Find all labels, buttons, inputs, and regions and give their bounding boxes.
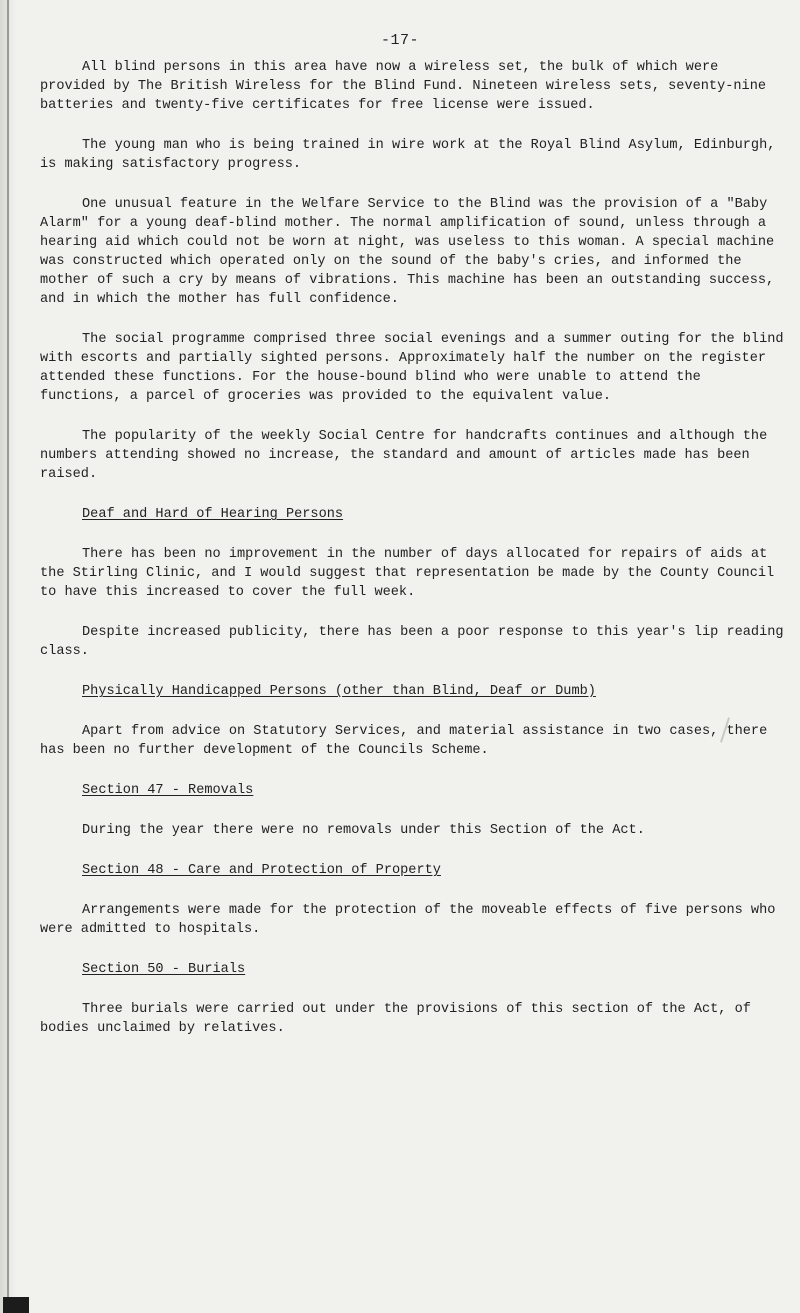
- paragraph-handicapped: [40, 722, 790, 760]
- paragraph-text: The social programme comprised three social evenings and a summer outing for the blind with escorts and partially sighted persons. Approximately half the number on the register attended these functions. For the house-bound blind who were unable to attend the functions, a parcel of groceries was provided to the equivalent value.: [40, 332, 784, 404]
- paragraph-baby-alarm: [40, 195, 790, 309]
- paragraph-lip-reading: [40, 623, 790, 661]
- section-heading-handicapped: Physically Handicapped Persons (other than Blind, Deaf or Dumb): [82, 684, 596, 699]
- paragraph-text: One unusual feature in the Welfare Service to the Blind was the provision of a "Baby Alarm" for a young deaf-blind mother. The normal amplification of sound, unless through a hearing aid which could not be worn at night, was useless to this woman. A special machine was constructed which operated only on the sound of the baby's cries, and informed the mother of such a cry by means of vibrations. This machine has been an outstanding success, and in which the mother has full confidence.: [40, 197, 775, 307]
- paragraph-text: The popularity of the weekly Social Centre for handcrafts continues and although the numbers attending showed no increase, the standard and amount of articles made has been raised.: [40, 429, 768, 482]
- paragraph-text: There has been no improvement in the number of days allocated for repairs of aids at the Stirling Clinic, and I would suggest that representation be made by the County Council to have this increased to cover the full week.: [40, 547, 775, 600]
- paragraph-text: All blind persons in this area have now a wireless set, the bulk of which were provided by The British Wireless for the Blind Fund. Nineteen wireless sets, seventy-nine batteries and twenty-five certificates for free license were issued.: [40, 60, 767, 113]
- paragraph-deaf-repairs: [40, 545, 790, 602]
- paragraph-text: During the year there were no removals under this Section of the Act.: [82, 823, 645, 838]
- paragraph-text: Apart from advice on Statutory Services, and material assistance in two cases, there has been no further development of the Councils Scheme.: [40, 724, 768, 758]
- section-heading-47: Section 47 - Removals: [82, 783, 254, 798]
- paragraph-text: Three burials were carried out under the provisions of this section of the Act, of bodies unclaimed by relatives.: [40, 1002, 751, 1036]
- paragraph-text: Despite increased publicity, there has been a poor response to this year's lip reading class.: [40, 625, 784, 659]
- paragraph-training: [40, 136, 790, 174]
- paragraph-section-47: [40, 821, 790, 840]
- binding-corner-mark: [3, 1297, 29, 1313]
- section-heading-deaf: Deaf and Hard of Hearing Persons: [82, 507, 344, 522]
- binding-line: [7, 0, 9, 1313]
- section-heading-48: Section 48 - Care and Protection of Property: [82, 863, 441, 878]
- paragraph-social-programme: [40, 330, 790, 406]
- paragraph-section-50: [40, 1000, 790, 1038]
- document-body: [40, 58, 790, 1059]
- paragraph-social-centre: [40, 427, 790, 484]
- paragraph-text: Arrangements were made for the protection of the moveable effects of five persons who were admitted to hospitals.: [40, 903, 776, 937]
- paragraph-wireless: [40, 58, 790, 115]
- page-number: -17-: [380, 32, 419, 49]
- paragraph-section-48: [40, 901, 790, 939]
- section-heading-50: Section 50 - Burials: [82, 962, 246, 977]
- paragraph-text: The young man who is being trained in wire work at the Royal Blind Asylum, Edinburgh, is making satisfactory progress.: [40, 138, 776, 172]
